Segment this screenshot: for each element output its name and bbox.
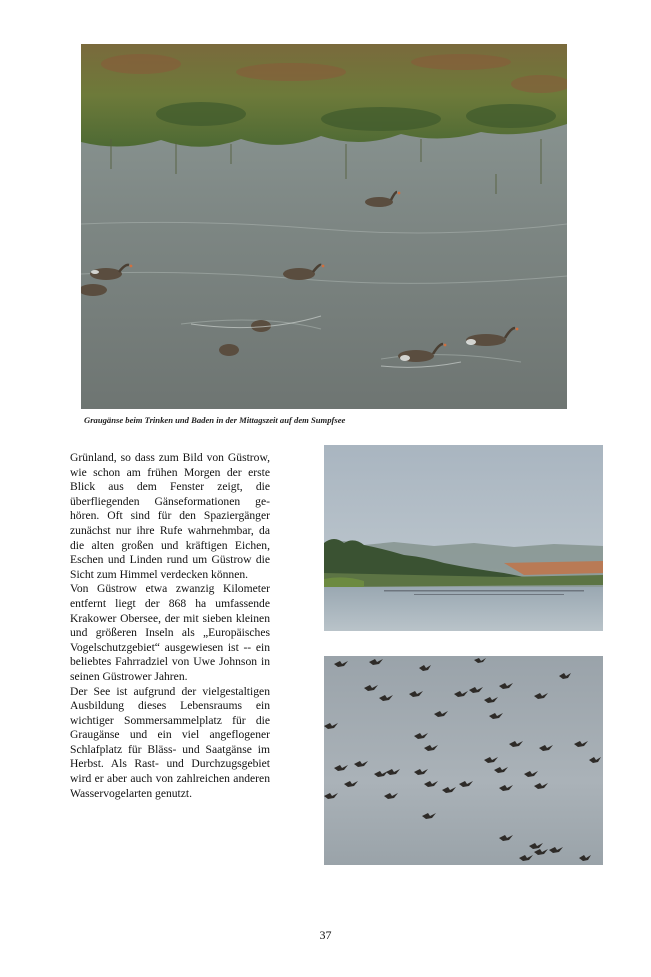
body-paragraph: Grünland, so dass zum Bild von Güstrow, wie schon am frühen Morgen der erste Blick aus dem Fenster zeigt, die überfliegenden Gänseformationen gehören. Oft sind für den Spaziergänger zunächst nur ihre Rufe wahrnehmbar, da die alten großen und kräftigen Eichen, Eschen und Linden rund um Güstrow die Sicht zum Himmel verdecken können. <box>70 451 270 581</box>
figure-caption: Graugänse beim Trinken und Baden in der Mittagszeit auf dem Sumpfsee <box>84 415 346 425</box>
body-paragraph: Der See ist aufgrund der vielgestaltigen Ausbildung dieses Lebensraums ein wichtiger Sommersammelplatz für die Graugänse und ein viel angeflogener Schlafplatz für Bläss- und Saatgänse im Herbst. Als Rast- und Durchzugsgebiet wird er aber auch von zahlreichen anderen Wasservogelarten genutzt. <box>70 684 270 800</box>
photo-geese-flock <box>324 656 603 865</box>
photo-geese-swimming <box>81 44 567 409</box>
photo-lake-shore <box>324 445 603 631</box>
body-paragraph: Von Güstrow etwa zwanzig Kilometer entfernt liegt der 868 ha umfassende Krakower Obersee, der mit sieben kleinen und größeren Inseln als „Europäisches Vogelschutzgebiet“ ausgewiesen ist -- ein beliebtes Fahrradziel von Uwe Johnson in seinen Güstrower Jahren. <box>70 582 270 683</box>
page-number: 37 <box>319 928 332 942</box>
body-text <box>70 451 270 801</box>
